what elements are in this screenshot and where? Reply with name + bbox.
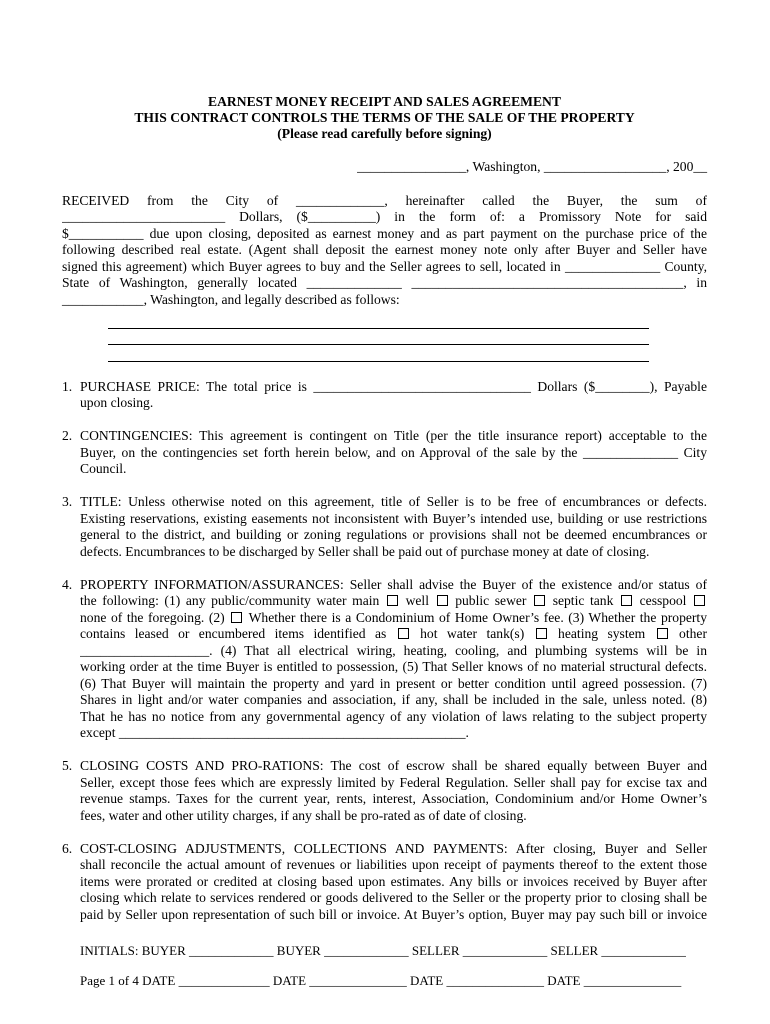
text-line <box>80 758 707 775</box>
line-text: ________________________ Dollars, ($__________) in the form of: a Promissory Note for said <box>62 209 707 224</box>
line-text: well <box>405 593 429 609</box>
line-text: COST-CLOSING ADJUSTMENTS, COLLECTIONS AND PAYMENTS: After closing, Buyer and Seller <box>80 840 707 856</box>
line-text: hot water tank(s) <box>420 626 525 642</box>
clause-2 <box>62 428 707 478</box>
line-text: defects. Encumbrances to be discharged by Seller shall be paid out of purchase money at date of closing. <box>80 543 650 559</box>
line-text: signed this agreement) which Buyer agrees to buy and the Seller agrees to sell, located in ______________ County, <box>62 258 707 274</box>
clause-text <box>80 494 707 560</box>
line-text: shall reconcile the actual amount of revenues or liabilities upon receipt of payments thereof to the extent those <box>80 857 707 873</box>
line-text: items were prorated or credited at closing based upon estimates. Any bills or invoices received by Buyer after <box>80 873 707 889</box>
line-text: PURCHASE PRICE: The total price is ________________________________ Dollars ($________), Payable <box>80 378 707 394</box>
footer <box>62 943 707 989</box>
line-text: septic tank <box>552 593 614 609</box>
line-text: ____________, Washington, and legally described as follows: <box>62 291 400 307</box>
clause-4 <box>62 577 707 742</box>
text-line <box>80 527 707 544</box>
text-line <box>62 193 707 210</box>
clause-6 <box>62 841 707 924</box>
line-text: CLOSING COSTS AND PRO-RATIONS: The cost of escrow shall be shared equally between Buyer and <box>80 758 707 774</box>
legal-description-line[interactable] <box>108 345 649 362</box>
initials-line[interactable]: INITIALS: BUYER _____________ BUYER _____________ SELLER _____________ SELLER _____________ <box>80 943 686 959</box>
checkbox-well[interactable] <box>437 595 448 606</box>
line-text: Seller, except those fees which are expressly limited by Federal Regulation. Seller shall pay for excise tax and <box>80 774 707 790</box>
received-paragraph <box>62 193 707 309</box>
text-line <box>62 209 707 226</box>
place-date-line[interactable]: ________________, Washington, __________________, 200__ <box>357 159 707 174</box>
text-line <box>62 259 707 276</box>
line-text: ___________________. (4) That all electrical wiring, heating, cooling, and plumbing systems will be in <box>80 642 707 658</box>
line-text: Buyer, on the contingencies set forth herein below, and on Approval of the sale by the ______________ City <box>80 444 707 460</box>
line-text: none of the foregoing. (2) <box>80 609 225 625</box>
text-line <box>80 709 707 726</box>
line-text: working order at the time Buyer is entitled to possession, (5) That Seller knows of no material structural defects. <box>80 659 707 675</box>
line-text: public sewer <box>455 593 527 609</box>
document-note: (Please read carefully before signing) <box>277 126 492 141</box>
checkbox-other[interactable] <box>657 628 668 639</box>
agreement-page <box>62 94 707 1002</box>
text-line <box>62 292 707 309</box>
text-line <box>62 275 707 292</box>
clause-number: 2. <box>62 428 73 444</box>
clause-5 <box>62 758 707 824</box>
line-text: PROPERTY INFORMATION/ASSURANCES: Seller shall advise the Buyer of the existence and/or status of <box>80 576 707 592</box>
legal-description-lines <box>108 312 649 362</box>
line-text: Existing reservations, existing easements not inconsistent with Buyer’s intended use, building or use restrictions <box>80 510 707 526</box>
text-line <box>80 445 707 462</box>
line-text: except ___________________________________________________. <box>80 725 469 741</box>
text-line <box>80 659 707 676</box>
line-text: cesspool <box>639 593 687 609</box>
checkbox-hot-water-tank[interactable] <box>398 628 409 639</box>
text-line <box>80 907 707 924</box>
checkbox-condominium-fee[interactable] <box>231 612 242 623</box>
line-text: fees, water and other utility charges, if any shall be pro-rated as of date of closing. <box>80 807 527 823</box>
text-line <box>80 511 707 528</box>
document-subtitle: THIS CONTRACT CONTROLS THE TERMS OF THE SALE OF THE PROPERTY <box>134 110 635 125</box>
text-line <box>80 874 707 891</box>
legal-description-line[interactable] <box>108 329 649 346</box>
line-text: That he has no notice from any governmental agency of any violation of laws relating to the subject property <box>80 708 707 724</box>
clause-number: 5. <box>62 758 73 774</box>
page-date-line[interactable]: Page 1 of 4 DATE ______________ DATE _______________ DATE _______________ DATE _______________ <box>80 972 682 988</box>
checkbox-public-sewer[interactable] <box>534 595 545 606</box>
text-line <box>80 494 707 511</box>
line-text: Shares in light and/or water companies and association, if any, shall be included in the sale, unless noted. (8) <box>80 692 707 708</box>
line-text: Council. <box>80 461 127 477</box>
clause-text <box>80 841 707 924</box>
text-line <box>80 395 707 412</box>
line-text: closing which relate to services rendered or goods delivered to the Seller or the property prior to closing shall be <box>80 890 707 906</box>
line-text: State of Washington, generally located ______________ ________________________________________, in <box>62 275 707 290</box>
legal-description-line[interactable] <box>108 312 649 329</box>
document-title: EARNEST MONEY RECEIPT AND SALES AGREEMENT <box>208 94 561 109</box>
line-text: $___________ due upon closing, deposited as earnest money and as part payment on the purchase price of the <box>62 225 707 241</box>
text-line <box>80 692 707 709</box>
clause-number: 3. <box>62 494 73 510</box>
text-line <box>80 791 707 808</box>
checkbox-heating-system[interactable] <box>536 628 547 639</box>
clause-text <box>80 577 707 742</box>
text-line <box>80 643 707 660</box>
text-line <box>62 226 707 243</box>
clause-text <box>80 428 707 478</box>
text-line <box>62 242 707 259</box>
line-text: revenue stamps. Taxes for the current year, rents, interest, Association, Condominium and/or Home Owner’s <box>80 791 707 807</box>
line-text: Whether there is a Condominium of Home Owner’s fee. (3) Whether the property <box>248 609 707 625</box>
clause-number: 4. <box>62 576 73 592</box>
text-line <box>80 775 707 792</box>
line-text: heating system <box>558 626 646 642</box>
text-line <box>80 841 707 858</box>
clauses <box>62 379 707 924</box>
line-text: paid by Seller upon representation of such bill or invoice. At Buyer’s option, Buyer may pay such bill or invoice <box>80 906 707 922</box>
text-line <box>80 626 707 643</box>
line-text: following described real estate. (Agent shall deposit the earnest money note only after Buyer and Seller have <box>62 242 707 257</box>
text-line <box>80 610 707 627</box>
checkbox-water-main[interactable] <box>387 595 398 606</box>
text-line <box>80 857 707 874</box>
text-line <box>80 379 707 396</box>
text-line <box>80 725 707 742</box>
text-line <box>80 808 707 825</box>
line-text: contains leased or encumbered items identified as <box>80 626 387 642</box>
line-text: (6) That Buyer will maintain the property and yard in present or better condition until agreed possession. (7) <box>80 675 707 691</box>
line-text: general to the district, and building or zoning regulations or provisions shall not be deemed encumbrances or <box>80 527 707 543</box>
text-line <box>80 676 707 693</box>
clause-text <box>80 758 707 824</box>
text-line <box>80 890 707 907</box>
text-line <box>80 577 707 594</box>
line-text: the following: (1) any public/community water main <box>80 593 380 609</box>
line-text: CONTINGENCIES: This agreement is contingent on Title (per the title insurance report) acceptable to the <box>80 428 707 444</box>
checkbox-cesspool[interactable] <box>694 595 705 606</box>
line-text: other <box>679 626 707 642</box>
line-text: TITLE: Unless otherwise noted on this agreement, title of Seller is to be free of encumbrances or defects. <box>80 494 707 510</box>
text-line <box>80 544 707 561</box>
checkbox-septic-tank[interactable] <box>621 595 632 606</box>
clause-number: 1. <box>62 378 73 394</box>
clause-1 <box>62 379 707 412</box>
text-line <box>80 461 707 478</box>
clause-3 <box>62 494 707 560</box>
text-line <box>80 428 707 445</box>
clause-text <box>80 379 707 412</box>
text-line <box>80 593 707 610</box>
line-text: RECEIVED from the City of _____________, hereinafter called the Buyer, the sum of <box>62 192 707 208</box>
clause-number: 6. <box>62 840 73 856</box>
line-text: upon closing. <box>80 395 154 411</box>
